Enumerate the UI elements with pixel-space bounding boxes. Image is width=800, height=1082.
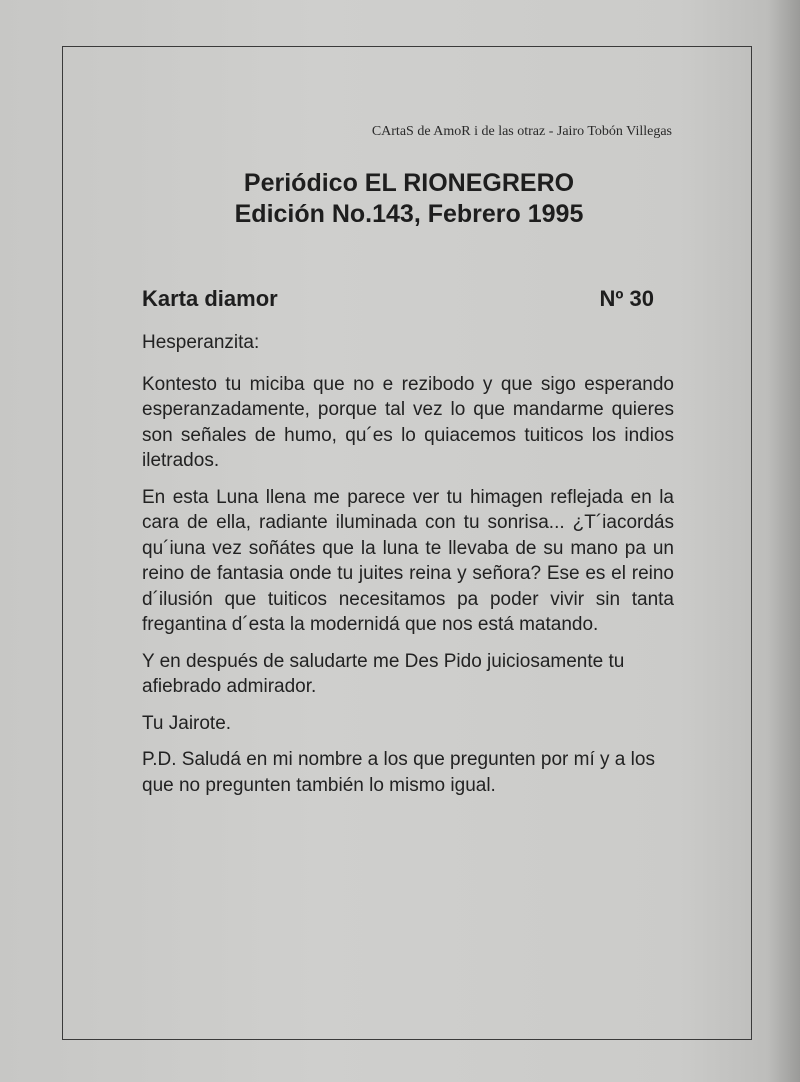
- publication-name: Periódico EL RIONEGRERO: [243, 169, 575, 197]
- letter-closing: Tu Jairote.: [142, 712, 232, 734]
- letter-title-row: [142, 286, 654, 312]
- letter-body: [142, 330, 674, 809]
- letter-salutation: Hesperanzita:: [142, 332, 260, 353]
- letter-paragraph: Y en después de saludarte me Des Pido juiciosamente tu afiebrado admirador.: [142, 650, 625, 697]
- letter-number: Nº 30: [599, 286, 654, 311]
- letter-title: Karta diamor: [142, 286, 278, 311]
- letter-paragraph: En esta Luna llena me parece ver tu himagen reflejada en la cara de ella, radiante iluminada con tu sonrisa... ¿T´iacordás qu´iuna vez soñátes que la luna te llevaba de su mano pa un reino de fantasia onde tu juites reina y señora? Ese es el reino d´ilusión que tuiticos necesitamos pa poder vivir sin tanta fregantina d´esta la modernidá que nos está matando.: [142, 486, 674, 635]
- publication-info: [0, 168, 800, 230]
- running-header: CArtaS de AmoR i de las otraz - Jairo Tobón Villegas: [371, 124, 672, 139]
- publication-edition: Edición No.143, Febrero 1995: [234, 200, 584, 228]
- letter-paragraph: Kontesto tu miciba que no e rezibodo y que sigo esperando esperanzadamente, porque tal vez lo que mandarme quieres son señales de humo, qu´es lo quiacemos tuiticos los indios iletrados.: [142, 373, 674, 471]
- letter-postscript: P.D. Saludá en mi nombre a los que pregunten por mí y a los que no pregunten también lo mismo igual.: [142, 749, 655, 796]
